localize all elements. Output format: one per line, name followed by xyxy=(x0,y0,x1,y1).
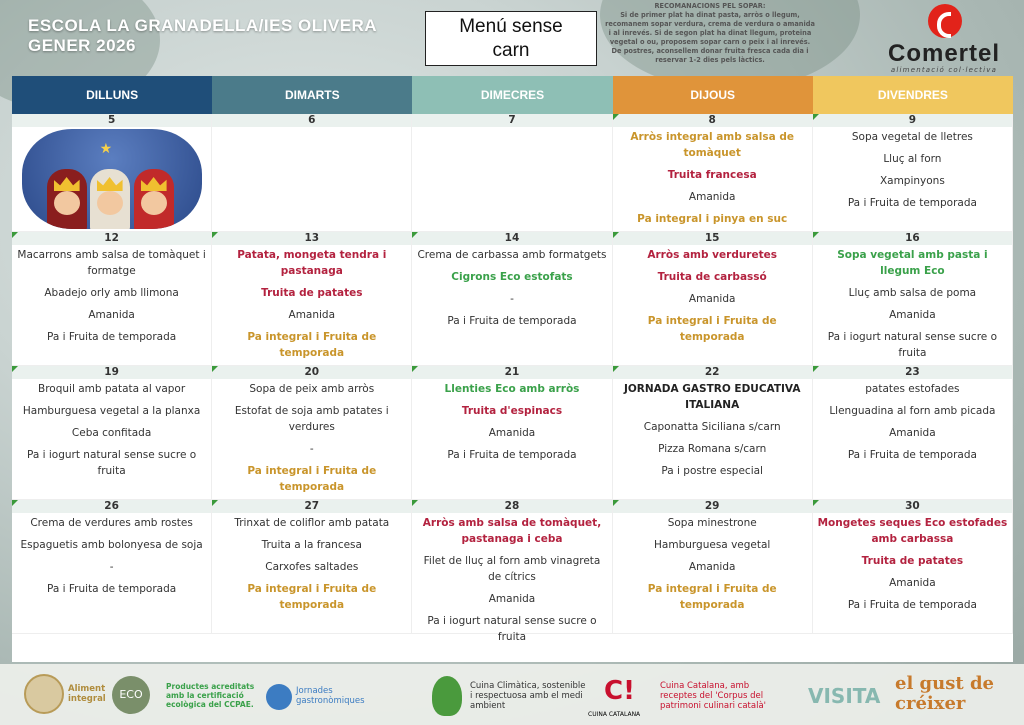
menu-item: Caponatta Siciliana s/carn xyxy=(643,421,781,433)
day-number: 20 xyxy=(212,366,411,379)
menu-item: Sopa de peix amb arròs xyxy=(249,383,375,395)
day-cell xyxy=(412,366,612,500)
corner-marker xyxy=(813,114,819,120)
footer-visita: VISITA xyxy=(808,684,881,708)
menu-type-line: carn xyxy=(492,40,530,61)
day-cell xyxy=(12,366,212,500)
day-number: 14 xyxy=(412,232,611,245)
menu-item: Lluç amb salsa de poma xyxy=(848,287,977,299)
corner-marker xyxy=(412,500,418,506)
eco-label: ECO xyxy=(119,688,143,701)
corner-marker xyxy=(12,500,18,506)
weekday-label: DILLUNS xyxy=(12,76,212,114)
menu-item: Pa integral i pinya en suc xyxy=(637,213,788,225)
cuina-catalana-icon: C! xyxy=(604,676,635,706)
menu-item: Carxofes saltades xyxy=(265,561,359,573)
corner-marker xyxy=(212,500,218,506)
weekday-label: DIMECRES xyxy=(412,76,612,114)
three-kings-illustration xyxy=(22,129,202,229)
menu-type-line: Menú sense xyxy=(459,16,563,37)
footer-aliment-integral: Aliment integral xyxy=(68,684,106,704)
menu-item: Crema de carbassa amb formatgets xyxy=(417,249,607,261)
menu-item: Pa i postre especial xyxy=(661,465,763,477)
dinner-recommendations xyxy=(605,2,815,76)
menu-item: Sopa minestrone xyxy=(667,517,757,529)
day-number: 7 xyxy=(412,114,611,127)
king-figure xyxy=(134,169,174,229)
day-number: 29 xyxy=(613,500,812,513)
menu-item: Truita de patates xyxy=(861,555,964,567)
logo-name: Comertel xyxy=(887,40,1001,67)
menu-item: Truita de carbassó xyxy=(657,271,767,283)
menu-item: Amanida xyxy=(488,427,536,439)
day-number: 23 xyxy=(813,366,1012,379)
menu-item: Sopa vegetal de lletres xyxy=(851,131,973,143)
day-number: 8 xyxy=(613,114,812,127)
menu-item: Macarrons amb salsa de tomàquet i formatge xyxy=(17,249,206,277)
menu-item: Hamburguesa vegetal xyxy=(654,539,771,551)
day-cell xyxy=(12,232,212,366)
weekday-label: DIJOUS xyxy=(613,76,813,114)
menu-item: Pa integral i Fruita de temporada xyxy=(247,331,377,359)
menu-item: Estofat de soja amb patates i verdures xyxy=(234,405,389,433)
menu-item: Xampinyons xyxy=(879,175,945,187)
corner-marker xyxy=(613,500,619,506)
menu-item: Espaguetis amb bolonyesa de soja xyxy=(20,539,203,551)
menu-item: Truita francesa xyxy=(667,169,757,181)
day-number: 30 xyxy=(813,500,1012,513)
day-number: 16 xyxy=(813,232,1012,245)
king-face xyxy=(141,191,167,215)
menu-item: Cigrons Eco estofats xyxy=(451,271,573,283)
menu-item: - xyxy=(309,443,314,455)
title-line: ESCOLA LA GRANADELLA/IES OLIVERA xyxy=(28,16,378,35)
weekday-label: DIVENDRES xyxy=(813,76,1013,114)
crown-icon xyxy=(97,177,123,191)
menu-item: Pa i Fruita de temporada xyxy=(847,599,977,611)
day-number: 13 xyxy=(212,232,411,245)
footer-cuina-catalana: Cuina Catalana, amb receptes del 'Corpus del patrimoni culinari català' xyxy=(660,681,766,711)
menu-item: Llenguadina al forn amb picada xyxy=(829,405,996,417)
menu-item: Pa i Fruita de temporada xyxy=(847,197,977,209)
menu-item: Abadejo orly amb llimona xyxy=(44,287,179,299)
menu-item: Truita d'espinacs xyxy=(461,405,563,417)
comertel-logo xyxy=(870,4,1018,76)
corner-marker xyxy=(412,366,418,372)
day-cell xyxy=(412,500,612,643)
day-number: 12 xyxy=(12,232,211,245)
menu-item: Broquil amb patata al vapor xyxy=(38,383,186,395)
menu-item: Patata, mongeta tendra i pastanaga xyxy=(237,249,387,277)
menu-item: Arròs amb salsa de tomàquet, pastanaga i ceba xyxy=(422,517,602,545)
day-number: 6 xyxy=(212,114,411,127)
menu-item: Amanida xyxy=(688,293,736,305)
menu-item: patates estofades xyxy=(865,383,960,395)
day-number: 19 xyxy=(12,366,211,379)
day-cell xyxy=(813,232,1013,366)
menu-calendar xyxy=(12,114,1013,662)
day-number: 27 xyxy=(212,500,411,513)
menu-item: Pa integral i Fruita de temporada xyxy=(247,583,377,611)
corner-marker xyxy=(813,232,819,238)
day-cell xyxy=(12,114,212,232)
menu-item: Amanida xyxy=(889,427,936,439)
menu-item: Pa i Fruita de temporada xyxy=(447,449,577,461)
footer-jornades: Jornades gastronòmiques xyxy=(296,686,365,706)
menu-item: Amanida xyxy=(488,593,536,605)
comertel-logo-icon xyxy=(928,4,962,38)
menu-item: Pa integral i Fruita de temporada xyxy=(647,315,777,343)
king-face xyxy=(97,191,123,215)
menu-item: - xyxy=(109,561,114,573)
day-cell xyxy=(412,232,612,366)
day-cell xyxy=(613,114,813,232)
menu-item: Pa i iogurt natural sense sucre o fruita xyxy=(827,331,998,359)
day-cell xyxy=(212,114,412,232)
menu-item: Amanida xyxy=(688,191,736,203)
menu-item: Pa i iogurt natural sense sucre o fruita xyxy=(427,615,597,643)
crown-icon xyxy=(54,177,80,191)
footer-el-gust-de-creixer: el gust de créixer xyxy=(895,673,994,714)
corner-marker xyxy=(412,232,418,238)
menu-item: Filet de lluç al forn amb vinagreta de cítrics xyxy=(423,555,601,583)
recommendations-text: Si de primer plat ha dinat pasta, arròs o llegum, recomanem sopar verdura, crema de verdura o amanida i al inrevés. Si de segon plat ha dinat llegum, proteïna vegetal o ou, proposem sopar carn o peix i al inrevés. De postres, aconsellem donar fruita fresca cada dia i reservar 1-2 dies pels làctics. xyxy=(605,11,815,64)
weekday-label: DIMARTS xyxy=(212,76,412,114)
corner-marker xyxy=(12,232,18,238)
logo-subtitle: alimentació col·lectiva xyxy=(890,66,998,74)
king-figure xyxy=(90,169,130,229)
menu-item: Pa i iogurt natural sense sucre o fruita xyxy=(26,449,197,477)
menu-item: Truita de patates xyxy=(261,287,363,299)
menu-item: Amanida xyxy=(688,561,736,573)
cuina-catalana-logo: CUINA CATALANA xyxy=(588,711,641,718)
menu-item: Hamburguesa vegetal a la planxa xyxy=(22,405,201,417)
star-icon: ★ xyxy=(99,141,113,157)
tree-icon xyxy=(432,676,462,716)
day-cell xyxy=(813,500,1013,634)
menu-item: Crema de verdures amb rostes xyxy=(30,517,193,529)
day-cell xyxy=(613,366,813,500)
corner-marker xyxy=(212,232,218,238)
menu-item: Pa integral i Fruita de temporada xyxy=(647,583,777,611)
month-line: GENER 2026 xyxy=(28,36,136,55)
day-number: 28 xyxy=(412,500,611,513)
day-cell xyxy=(212,232,412,366)
day-number: 15 xyxy=(613,232,812,245)
menu-item: Amanida xyxy=(889,577,936,589)
day-number: 9 xyxy=(813,114,1012,127)
recommendations-heading: RECOMANACIONS PEL SOPAR: xyxy=(654,2,766,10)
king-face xyxy=(54,191,80,215)
weekday-header xyxy=(12,76,1013,114)
day-number: 22 xyxy=(613,366,812,379)
day-cell xyxy=(212,500,412,634)
day-cell xyxy=(12,500,212,634)
menu-item: Truita a la francesa xyxy=(261,539,362,551)
menu-item: Lluç al forn xyxy=(883,153,942,165)
day-number: 21 xyxy=(412,366,611,379)
wheat-icon xyxy=(24,674,64,714)
footer xyxy=(0,664,1024,725)
day-number: 26 xyxy=(12,500,211,513)
menu-item: Trinxat de coliflor amb patata xyxy=(234,517,390,529)
footer-cuina-climatica: Cuina Climàtica, sostenible i respectuosa amb el medi ambient xyxy=(470,681,586,711)
menu-item: Ceba confitada xyxy=(71,427,152,439)
menu-item: Pa integral i Fruita de temporada xyxy=(247,465,377,493)
corner-marker xyxy=(613,114,619,120)
corner-marker xyxy=(613,366,619,372)
menu-item: JORNADA GASTRO EDUCATIVA ITALIANA xyxy=(623,383,801,411)
menu-type-box xyxy=(425,11,597,66)
menu-item: Pa i Fruita de temporada xyxy=(447,315,577,327)
menu-item: Llenties Eco amb arròs xyxy=(444,383,580,395)
menu-item: Amanida xyxy=(288,309,336,321)
menu-item: Arròs amb verduretes xyxy=(647,249,777,261)
day-cell xyxy=(613,500,813,634)
globe-icon xyxy=(266,684,292,710)
day-cell xyxy=(212,366,412,500)
day-cell xyxy=(813,366,1013,500)
footer-ccpae: Productes acreditats amb la certificació ecològica del CCPAE. xyxy=(166,682,255,709)
corner-marker xyxy=(212,366,218,372)
day-cell xyxy=(613,232,813,366)
menu-item: Amanida xyxy=(889,309,936,321)
corner-marker xyxy=(813,500,819,506)
crown-icon xyxy=(141,177,167,191)
king-figure xyxy=(47,169,87,229)
menu-item: - xyxy=(510,293,514,305)
day-cell xyxy=(412,114,612,232)
menu-item: Pa i Fruita de temporada xyxy=(47,331,177,343)
day-cell xyxy=(813,114,1013,232)
menu-item: Pa i Fruita de temporada xyxy=(847,449,977,461)
menu-item: Pizza Romana s/carn xyxy=(658,443,767,455)
menu-item: Pa i Fruita de temporada xyxy=(47,583,177,595)
menu-item: Amanida xyxy=(88,309,135,321)
menu-item: Sopa vegetal amb pasta i llegum Eco xyxy=(837,249,988,277)
menu-item: Mongetes seques Eco estofades amb carbassa xyxy=(817,517,1008,545)
corner-marker xyxy=(813,366,819,372)
corner-marker xyxy=(12,366,18,372)
corner-marker xyxy=(613,232,619,238)
school-title xyxy=(28,16,408,56)
menu-item: Arròs integral amb salsa de tomàquet xyxy=(630,131,794,159)
day-number: 5 xyxy=(12,114,211,127)
